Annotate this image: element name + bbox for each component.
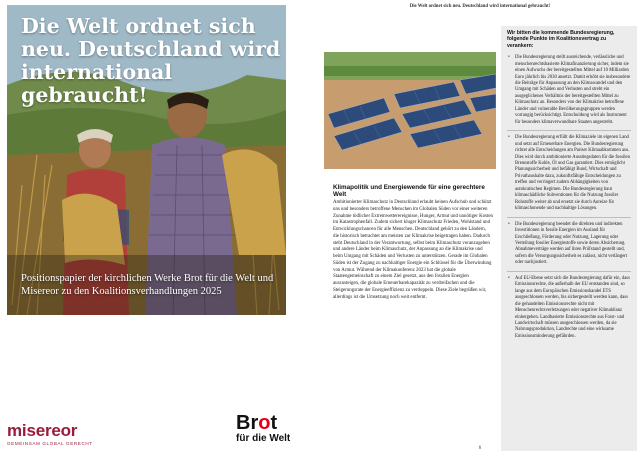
solar-panels-illustration — [324, 52, 496, 169]
cover-title: Die Welt ordnet sich neu. Deutschland wird international gebraucht! — [21, 14, 281, 107]
demand-item-text: Die Bundesregierung stellt ausreichende, verlässliche und menschenrechtsbasierte Klimafinanzierung sicher, indem sie einen Aufwuchs der bereitgestellten Mittel auf 10 Milliarden Euro jährlich bis 2030 ansetzt. Damit erhöht sie insbesondere die Beiträge für Anpassung an den Klimawandel und den Umgang mit Schäden und Verlusten und strebt ein ausgeglichenes Verhältnis der bereitgestellten Mittel zu Klimaschutz an. Besonders von der Klimakrise betroffene Länder und vulnerable Bevölkerungsgruppen werden vorrangig berücksichtigt. Entschuldung wird als Instrument für besonders klimaverwundbare Staaten angestrebt. — [515, 55, 631, 125]
article-heading: Klimapolitik und Energiewende für eine gerechtere Welt — [333, 184, 485, 199]
bullet-icon: • — [508, 275, 510, 281]
demand-item — [507, 276, 631, 345]
brot-logo-line2: für die Welt — [236, 433, 291, 444]
content-page — [320, 0, 640, 459]
demand-item-text: Auf EU-Ebene setzt sich die Bundesregierung dafür ein, dass Emissionsrechte, die außerhalb der EU entstanden sind, so lange aus dem Europäischen Emissionshandel ETS ausgeschlossen werden, bis sichergestellt werden kann, dass die gehandelten Emissionsrechte nicht mit Menschenrechtsverletzungen oder negativer Klimabilanz einhergehen. Landbasierte Emissionsrechte aus Forst- und Landwirtschaft müssen ausgeschlossen werden, da sie Nahrungsproduktion, Landrechte und eine wirksame Emissionsminderung gefährden. — [515, 275, 630, 339]
demand-item — [507, 135, 631, 217]
misereor-logo — [7, 422, 117, 452]
solar-panels-photo — [324, 52, 496, 169]
page-number: 6 — [478, 446, 482, 451]
running-header: Die Welt ordnet sich neu. Deutschland wird international gebraucht! — [409, 4, 551, 9]
cover-photo — [7, 5, 286, 315]
demand-item — [507, 222, 631, 272]
misereor-logo-tagline: GEMEINSAM GLOBAL GERECHT — [7, 441, 93, 446]
brot-logo-part-o: o — [258, 412, 271, 434]
demands-intro: Wir bitten die kommende Bundesregierung, folgende Punkte im Koalitionsvertrag zu verankern: — [507, 30, 615, 49]
bullet-icon: • — [508, 221, 510, 227]
demand-item-text: Die Bundesregierung erfüllt die Klimaziele im eigenen Land und setzt auf Erneuerbare Energien. Die Bundesregierung richtet alle Entscheidungen am Pariser Klimaabkommen aus. Dies wird durch ambitionierte Ausstiegsdaten für die fossilen Brennstoffe Kohle, Öl und Gas garantiert. Dies ermöglicht Planungssicherheit und befähigt Bund, Wirtschaft und Privathaushalte dazu, zukunftsfähige Entscheidungen zu treffen und verringert zudem Abhängigkeiten von autokratischen Regimen. Die Bundesregierung baut klimaschädliche Subventionen für die Nutzung fossiler Rohstoffe weiter ab und ersetzt sie durch Anreize für klimaschonende und nachhaltige Lösungen. — [515, 135, 630, 212]
brot-logo-line1 — [236, 414, 296, 433]
demands-box — [501, 26, 637, 451]
demand-item-text: Die Bundesregierung beendet die direkten und indirekten Investitionen in fossile Energien im Ausland für Erschließung, Förderung oder Nutzung, Lagerung oder Verteilung fossiler Energiestoffe sowie deren Absicherung. Abnahmeverträge werden auf ihren Prüfstand gestellt und, sofern die Versorgungssicherheit es zulässt, nicht verlängert oder nachjustiert. — [515, 221, 628, 266]
demand-item — [507, 55, 631, 131]
brot-logo-part-a: Br — [236, 412, 259, 434]
article-body: Ambitionierter Klimaschutz in Deutschland erlaubt keinen Aufschub und schützt uns und besonders betroffene Menschen im Globalen Süden vor einer weiteren Zunahme tödlicher Extremwetterereignisse, Hunger, Armut und unnötiger Kosten im Katastrophenfall. Zudem sichert kluger Klimaschutz Frieden, Wohlstand und Entwicklungschancen für alle Menschen. Deutschland gehört zu den Ländern, die historisch betrachtet am meisten zur Klimakrise beigetragen haben. Dadurch steht Deutschland in der Verantwortung, selbst beim Klimaschutz voranzugehen und andere Länder beim Klimaschutz, der Anpassung an die Klimakrise und beim Umgang mit Schäden und Verlusten zu unterstützen. Gerade im Globalen Süden ist der Zugang zu nachhaltiger Energie ein Schlüssel für die Überwindung von Armut. Während der Klimakonferenz 2023 hat die globale Staatengemeinschaft zu einem Ziel gesetzt, aus den fossilen Energien auszusteigen, die globale Erneuerbarekapazität zu verdreifachen und die Steigerungsrate der Energieeffizienz zu verdoppeln. Diese Ziele begrüßen wir, allerdings ist die Umsetzung noch weit entfernt. — [333, 200, 493, 300]
bullet-icon: • — [508, 55, 510, 61]
brot-logo-part-b: t — [270, 412, 278, 434]
bullet-icon: • — [508, 135, 510, 141]
misereor-logo-wordmark: misereor — [7, 421, 78, 440]
brot-fuer-die-welt-logo — [236, 414, 296, 448]
cover-subtitle: Positionspapier der kirchlichen Werke Brot für die Welt und Misereor zu den Koalitionsverhandlungen 2025 — [21, 273, 274, 297]
